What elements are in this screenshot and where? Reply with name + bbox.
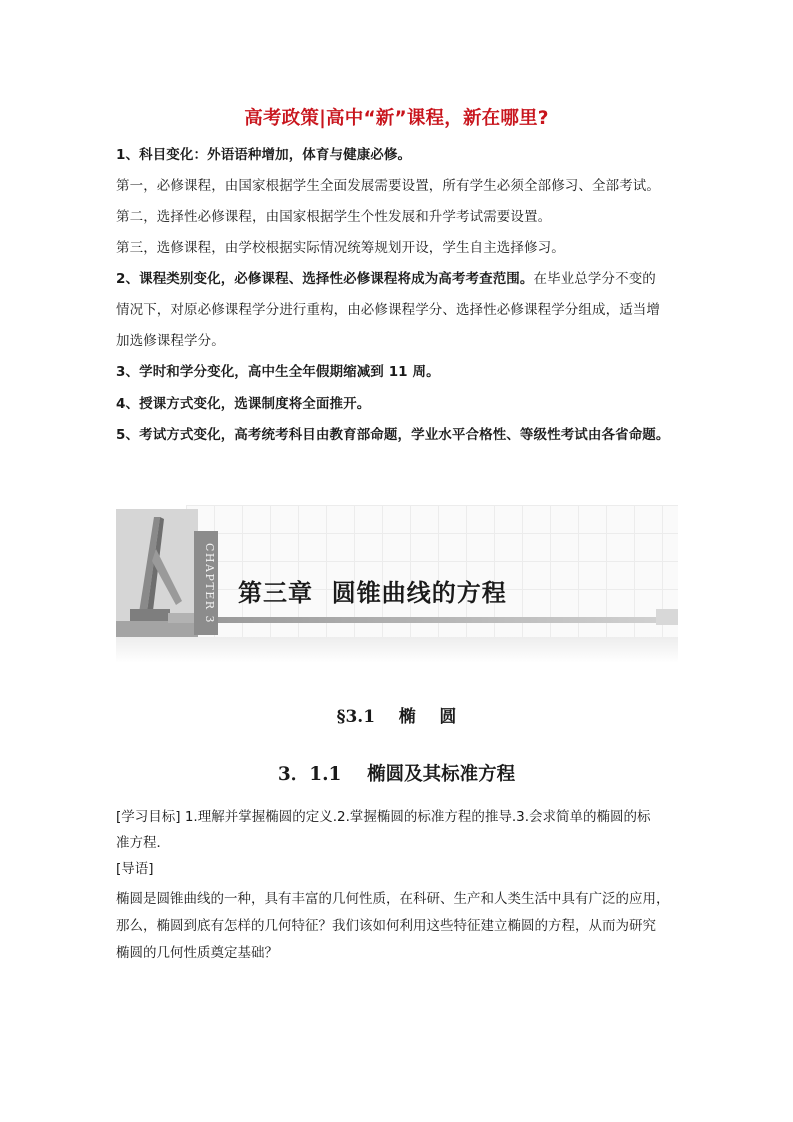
policy-line-5-bold: 2、课程类别变化，必修课程、选择性必修课程将成为高考考查范围。 xyxy=(116,271,534,287)
policy-line-5-normal: 在毕业总学分不变的 xyxy=(533,271,656,287)
monument-photo xyxy=(116,509,198,637)
monument-illustration xyxy=(116,509,198,637)
subsection-title: 3．1.1 椭圆及其标准方程 xyxy=(277,764,516,785)
policy-line-10: 5、考试方式变化，高考统考科目由教育部命题，学业水平合格性、等级性考试由各省命题。 xyxy=(116,427,670,443)
chapter-banner xyxy=(116,505,678,663)
policy-line-7: 加选修课程学分。 xyxy=(116,333,225,349)
body-line-5: 那么，椭圆到底有怎样的几何特征？我们该如何利用这些特征建立椭圆的方程，从而为研究 xyxy=(116,918,656,934)
body-line-2: 准方程． xyxy=(116,835,170,851)
policy-line-4: 第三，选修课程，由学校根据实际情况统筹规划开设，学生自主选择修习。 xyxy=(116,240,565,256)
body-line-1: [学习目标] 1.理解并掌握椭圆的定义.2.掌握椭圆的标准方程的推导.3.会求简单的椭圆的标 xyxy=(116,809,651,825)
banner-rule xyxy=(216,617,656,623)
chapter-title: 第三章 圆锥曲线的方程 xyxy=(238,579,507,607)
section-title: §3.1 椭 圆 xyxy=(336,707,457,727)
chapter-vertical-label: CHAPTER 3 xyxy=(203,542,216,624)
policy-line-9: 4、授课方式变化，选课制度将全面推开。 xyxy=(116,396,371,412)
policy-line-3: 第二，选择性必修课程，由国家根据学生个性发展和升学考试需要设置。 xyxy=(116,209,552,225)
policy-line-8: 3、学时和学分变化，高中生全年假期缩减到 11 周。 xyxy=(116,364,440,380)
policy-line-2: 第一，必修课程，由国家根据学生全面发展需要设置，所有学生必须全部修习、全部考试。 xyxy=(116,178,660,194)
body-line-4: 椭圆是圆锥曲线的一种，具有丰富的几何性质，在科研、生产和人类生活中具有广泛的应用， xyxy=(116,891,670,907)
article-title: 高考政策|高中“新”课程，新在哪里? xyxy=(244,108,549,129)
policy-line-5 xyxy=(116,270,682,288)
banner-rule-end xyxy=(656,609,678,625)
banner-fade xyxy=(116,637,678,663)
policy-line-1: 1、科目变化：外语语种增加，体育与健康必修。 xyxy=(116,147,412,163)
policy-line-6: 情况下，对原必修课程学分进行重构，由必修课程学分、选择性必修课程学分组成，适当增 xyxy=(116,302,660,318)
body-line-6: 椭圆的几何性质奠定基础？ xyxy=(116,945,278,961)
body-line-3: [导语] xyxy=(116,861,154,877)
